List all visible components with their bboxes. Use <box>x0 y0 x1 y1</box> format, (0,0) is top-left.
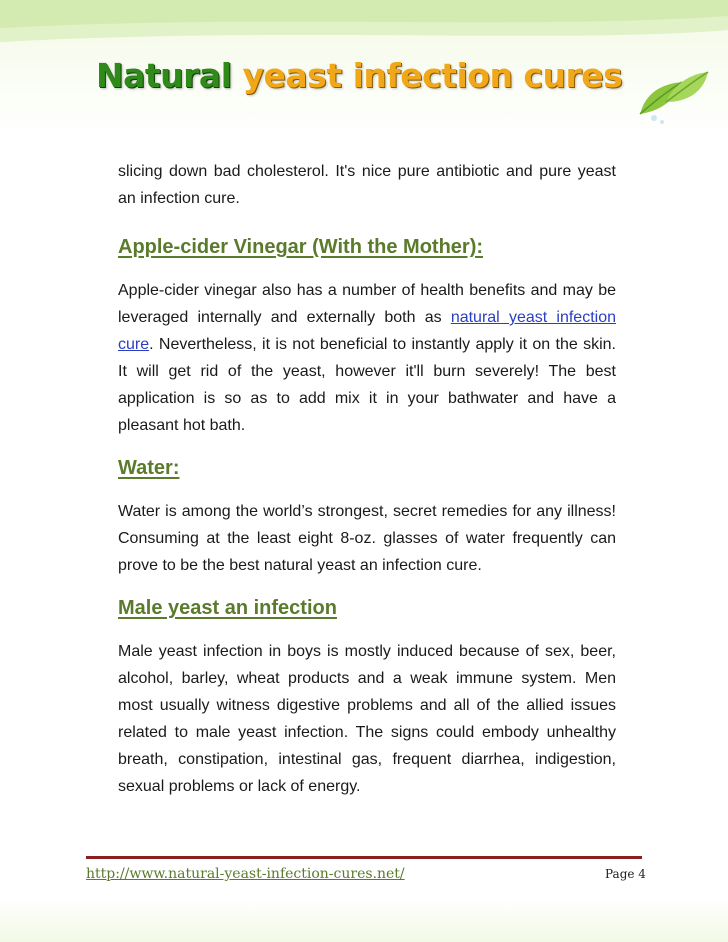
page-number: Page 4 <box>605 867 646 881</box>
header-banner <box>0 0 728 138</box>
heading-apple-cider-vinegar: Apple-cider Vinegar (With the Mother): <box>118 236 484 258</box>
heading-water: Water: <box>118 457 180 479</box>
bottom-decoration-band <box>0 898 728 942</box>
apple-cider-text-before-link: Apple-cider vinegar also has a number of health benefits and may be leveraged internally and externally both as <box>118 282 616 326</box>
logo-yeast-infection-cures-text: yeast infection cures <box>242 56 623 95</box>
heading-male-yeast-infection: Male yeast an infection <box>118 597 337 619</box>
site-logo <box>96 56 622 96</box>
logo-natural-text: Natural <box>96 56 232 95</box>
main-content <box>118 158 616 800</box>
footer-divider <box>86 856 642 859</box>
footer-site-link[interactable]: http://www.natural-yeast-infection-cures.net/ <box>86 866 405 882</box>
apple-cider-vinegar-paragraph <box>118 277 616 439</box>
leaf-icon <box>632 62 712 126</box>
male-yeast-infection-paragraph: Male yeast infection in boys is mostly induced because of sex, beer, alcohol, barley, wheat products and a weak immune system. Men most usually witness digestive problems and all of the allied issues related to male yeast infection. The signs could embody unhealthy breath, constipation, intestinal gas, frequent diarrhea, indigestion, sexual problems or lack of energy. <box>118 643 616 795</box>
intro-paragraph: slicing down bad cholesterol. It's nice pure antibiotic and pure yeast an infection cure. <box>118 163 616 207</box>
natural-yeast-infection-cure-link[interactable]: natural yeast infection cure <box>118 309 616 353</box>
apple-cider-text-after-link: . Nevertheless, it is not beneficial to instantly apply it on the skin. It will get rid of the yeast, however it'll burn severely! The best application is so as to add mix it in your bathwater and have a pleasant hot bath. <box>118 336 616 434</box>
water-paragraph: Water is among the world’s strongest, secret remedies for any illness! Consuming at the least eight 8-oz. glasses of water frequently can prove to be the best natural yeast an infection cure. <box>118 503 616 574</box>
